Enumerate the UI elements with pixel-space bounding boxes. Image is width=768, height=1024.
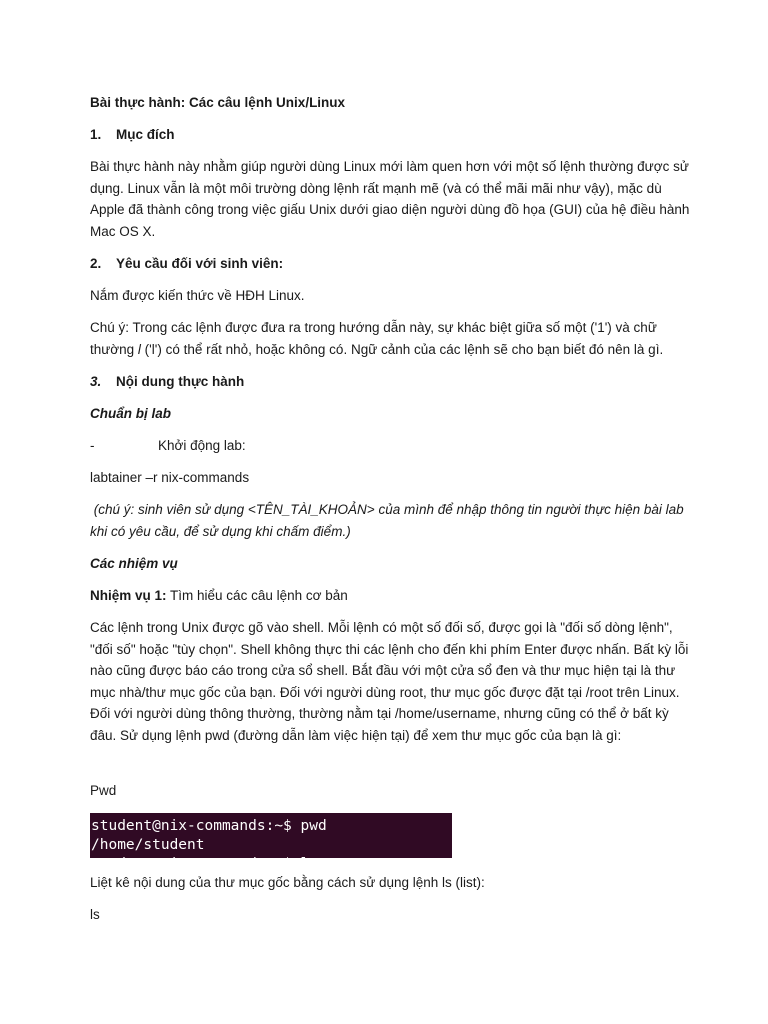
labtainer-command: labtainer –r nix-commands [90, 470, 250, 485]
note-letter-l: l [137, 341, 141, 357]
terminal-line-output: /home/student [91, 837, 205, 853]
section-2-title: Yêu cầu đối với sinh viên: [116, 256, 284, 271]
section-1-paragraph: Bài thực hành này nhằm giúp người dùng Linux mới làm quen hơn với một số lệnh thường được sử dụng. Linux vẫn là một môi trường dòng lệnh rất mạnh mẽ (và có thể mãi mãi như vậy), mặc dù Apple đã thành công trong việc giấu Unix dưới giao diện người dùng đồ họa (GUI) của hệ điều hành Mac OS X. [90, 159, 690, 239]
section-3-title: Nội dung thực hành [116, 374, 245, 389]
terminal-screenshot [90, 813, 452, 872]
prep-heading: Chuẩn bị lab [90, 406, 171, 421]
student-note: (chú ý: sinh viên sử dụng <TÊN_TÀI_KHOẢN> của mình để nhập thông tin người thực hiện bài lab khi có yêu cầu, để sử dụng khi chấm điểm.) [90, 502, 688, 539]
section-2-heading [90, 253, 690, 275]
list-paragraph: Liệt kê nội dung của thư mục gốc bằng cách sử dụng lệnh ls (list): [90, 875, 485, 890]
tasks-heading: Các nhiệm vụ [90, 556, 178, 571]
section-1-number: 1. [90, 127, 102, 142]
document-title: Bài thực hành: Các câu lệnh Unix/Linux [90, 95, 346, 110]
section-1-heading [90, 124, 690, 146]
note-text-end: ('l') có thể rất nhỏ, hoặc không có. Ngữ cảnh của các lệnh sẽ cho bạn biết đó nên là gì. [140, 341, 664, 357]
note-text-start: Chú ý: Trong các lệnh được đưa ra trong hướng dẫn này, sự khác biệt giữa số một ('1') và chữ thường [90, 320, 657, 357]
start-lab-item [90, 435, 690, 457]
pwd-command: Pwd [90, 783, 117, 798]
terminal-line-prompt-pwd: student@nix-commands:~$ pwd [91, 818, 327, 834]
terminal-line-prompt-ls: student@nix-commands:~$ ls [91, 856, 318, 872]
start-lab-label: Khởi động lab: [158, 438, 246, 453]
section-2-paragraph: Nắm được kiến thức về HĐH Linux. [90, 288, 305, 303]
section-2-number: 2. [90, 256, 102, 271]
section-3-number: 3. [90, 374, 102, 389]
section-3-heading [90, 371, 690, 393]
task-1-label: Nhiệm vụ 1: [90, 588, 167, 603]
note-paragraph [90, 317, 690, 360]
section-1-title: Mục đích [116, 127, 175, 142]
task-1-heading [90, 585, 690, 607]
task-1-paragraph: Các lệnh trong Unix được gõ vào shell. Mỗi lệnh có một số đối số, được gọi là "đối số dòng lệnh", "đối số" hoặc "tùy chọn". Shell không thực thi các lệnh cho đến khi phím Enter được nhấn. Bất kỳ lỗi nào cũng được báo cáo trong cửa sổ shell. Bắt đầu với một cửa sổ đen và thư mục hiện tại là thư mục nhà/thư mục gốc của bạn. Đối với người dùng root, thư mục gốc được đặt tại /root trên Linux. Đối với người dùng thông thường, thường nằm tại /home/username, nhưng cũng có thể ở bất kỳ đâu. Sử dụng lệnh pwd (đường dẫn làm việc hiện tại) để xem thư mục gốc của bạn là gì: [90, 620, 689, 743]
task-1-title: Tìm hiểu các câu lệnh cơ bản [166, 588, 348, 603]
list-dash: - [90, 438, 95, 453]
ls-command: ls [90, 907, 100, 922]
